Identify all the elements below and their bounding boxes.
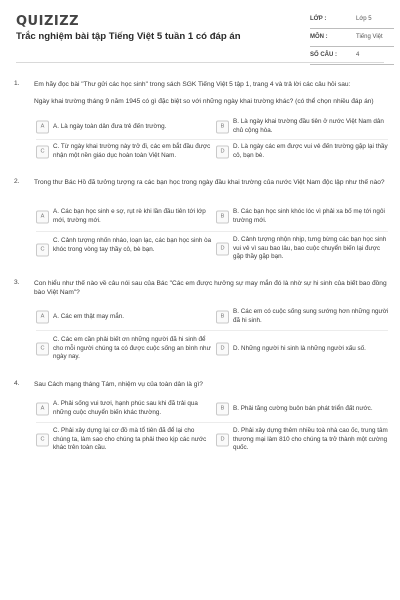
option-text: B. Các bạn học sinh khóc lóc vì phải xa bố mẹ tới ngôi trường mới.	[233, 208, 385, 224]
meta-info	[310, 13, 394, 65]
quizizz-logo: QUIZIZZ	[16, 14, 80, 29]
answer-option-b[interactable]	[216, 208, 392, 226]
option-letter: C	[36, 244, 49, 257]
option-divider	[36, 422, 388, 423]
meta-count-label: SỐ CÂU :	[310, 52, 337, 58]
answer-option-b[interactable]	[216, 400, 392, 418]
option-text: D. Là ngày các em được vui vẻ đến trường gặp lại thầy cô, bạn bè.	[233, 143, 388, 159]
answer-option-c[interactable]	[36, 336, 212, 362]
option-letter: B	[216, 211, 229, 224]
question-number: 2.	[14, 178, 20, 185]
option-text: C. Từ ngày khai trường này trở đi, các em bắt đầu được nhận một nền giáo dục hoàn toàn Việt Nam.	[53, 143, 211, 159]
question-number: 1.	[14, 80, 20, 87]
question-text: Ngày khai trường tháng 9 năm 1945 có gì đặc biệt so với những ngày khai trường khác? (có thể chọn nhiều đáp án)	[34, 98, 374, 105]
answer-option-a[interactable]	[36, 400, 212, 418]
meta-class-label: LỚP :	[310, 16, 327, 22]
option-letter: D	[216, 146, 229, 159]
option-letter: A	[36, 211, 49, 224]
meta-class-value: Lớp 5	[356, 16, 372, 22]
answer-option-b[interactable]	[216, 118, 392, 136]
option-text: A. Các em thật may mắn.	[53, 313, 125, 320]
page-title: Trắc nghiệm bài tập Tiếng Việt 5 tuần 1 có đáp án	[16, 31, 241, 42]
option-letter: C	[36, 434, 49, 447]
answer-option-a[interactable]	[36, 308, 212, 326]
question-text: Em hãy đọc bài "Thư gửi các học sinh" trong sách SGK Tiếng Việt 5 tập 1, trang 4 và trả lời các câu hỏi sau:	[34, 81, 351, 88]
answer-option-d[interactable]	[216, 336, 392, 362]
option-text: D. Những người hi sinh là những người xấu số.	[233, 345, 366, 352]
answer-option-d[interactable]	[216, 236, 392, 262]
answer-option-a[interactable]	[36, 118, 212, 136]
answer-option-b[interactable]	[216, 308, 392, 326]
option-divider	[36, 330, 388, 331]
option-text: A. Là ngày toàn dân đưa trẻ đến trường.	[53, 123, 167, 130]
option-letter: B	[216, 121, 229, 134]
option-divider	[36, 139, 388, 140]
option-text: C. Cảnh tượng nhốn nháo, loạn lạc, các bạn học sinh òa khóc trong vòng tay thầy cô, bè bạn.	[53, 237, 212, 253]
option-letter: B	[216, 403, 229, 416]
meta-count-value: 4	[356, 52, 360, 58]
option-letter: C	[36, 146, 49, 159]
header-divider	[16, 62, 384, 63]
answer-option-c[interactable]	[36, 237, 212, 263]
answer-option-a[interactable]	[36, 208, 212, 226]
option-text: B. Là ngày khai trường đầu tiên ở nước Việt Nam dân chủ cộng hòa.	[233, 118, 384, 134]
question-number: 3.	[14, 279, 20, 286]
question-text: Trong thư Bác Hồ đã tưởng tượng ra các bạn học trong ngày đầu khai trường của nước Việt Nam độc lập như thế nào?	[34, 179, 385, 186]
option-letter: A	[36, 121, 49, 134]
answer-option-d[interactable]	[216, 427, 392, 453]
option-text: A. Các bạn học sinh e sợ, rụt rè khi lần đầu tiên tới lớp mới, trường mới.	[53, 208, 206, 224]
answer-option-c[interactable]	[36, 143, 212, 161]
question-number: 4.	[14, 380, 20, 387]
option-text: B. Phải tăng cường buôn bán phát triển đất nước.	[233, 405, 373, 412]
option-text: C. Phải xây dựng lại cơ đồ mà tổ tiên đã để lại cho chúng ta, làm sao cho chúng ta phải theo kịp các nước khác trên toàn cầu.	[53, 427, 207, 452]
option-letter: C	[36, 343, 49, 356]
answer-option-d[interactable]	[216, 143, 392, 161]
option-text: A. Phải sống vui tươi, hạnh phúc sau khi đã trải qua những cuộc chuyển biến khác thường.	[53, 400, 198, 416]
meta-class	[310, 13, 394, 29]
option-letter: A	[36, 403, 49, 416]
option-letter: D	[216, 343, 229, 356]
meta-subject-value: Tiếng Việt	[356, 34, 383, 40]
meta-subject	[310, 31, 394, 47]
option-text: C. Các em cần phải biết ơn những người đã hi sinh để cho mỗi người chúng ta có được cuộc sống an bình như ngày nay.	[53, 336, 211, 361]
option-divider	[36, 231, 388, 232]
option-letter: A	[36, 311, 49, 324]
option-text: D. Cảnh tượng nhộn nhịp, tưng bừng các bạn học sinh vui vẻ vì sau bao lâu, bao cuộc chuyển biến lại được gặp thầy gặp bạn.	[233, 236, 387, 261]
meta-subject-label: MÔN :	[310, 34, 328, 40]
option-letter: B	[216, 311, 229, 324]
question-text: Sau Cách mạng tháng Tám, nhiệm vụ của toàn dân là gì?	[34, 381, 203, 388]
option-letter: D	[216, 243, 229, 256]
answer-option-c[interactable]	[36, 427, 212, 453]
option-letter: D	[216, 434, 229, 447]
option-text: B. Các em có cuộc sống sung sướng hơn những người đã hi sinh.	[233, 308, 389, 324]
question-text: Con hiểu như thế nào về câu nói sau của Bác "Các em được hưởng sự may mắn đó là nhờ sự hi sinh của biết bao đồng bào Việt Nam"?	[34, 280, 387, 297]
option-text: D. Phải xây dựng thêm nhiều toà nhà cao ốc, trung tâm thương mại làm 810 cho chúng ta trở thành một cường quốc.	[233, 427, 388, 452]
